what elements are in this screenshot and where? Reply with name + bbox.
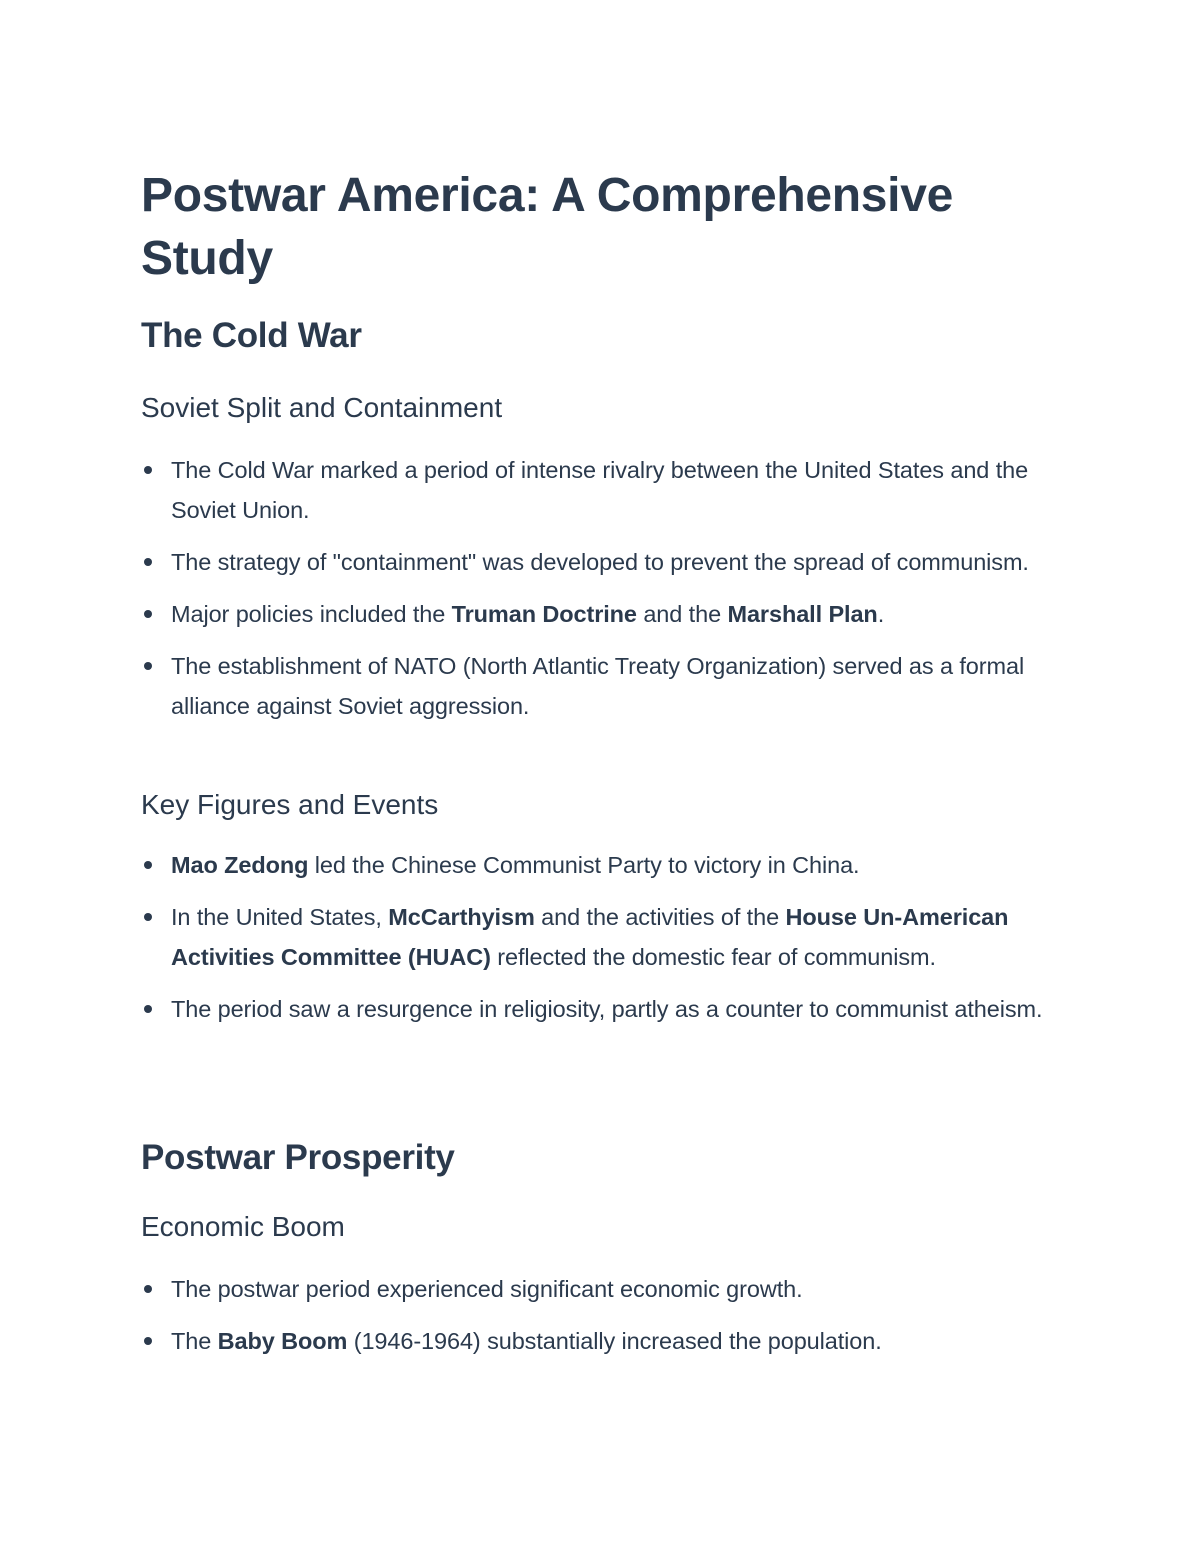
bold-term: Truman Doctrine xyxy=(451,601,637,627)
list-item: The Cold War marked a period of intense rivalry between the United States and the Soviet Union. xyxy=(141,450,1061,530)
list-item: Mao Zedong led the Chinese Communist Party to victory in China. xyxy=(141,845,1061,885)
bullet-list-economic-boom xyxy=(141,1269,1061,1373)
section-heading-postwar-prosperity: Postwar Prosperity xyxy=(141,1138,455,1177)
list-item: The strategy of "containment" was developed to prevent the spread of communism. xyxy=(141,542,1061,582)
list-item: The period saw a resurgence in religiosity, partly as a counter to communist atheism. xyxy=(141,989,1061,1029)
bold-term: Baby Boom xyxy=(217,1328,348,1354)
list-item: The postwar period experienced significant economic growth. xyxy=(141,1269,1061,1309)
bold-term: Mao Zedong xyxy=(171,852,309,878)
bullet-list-soviet-split xyxy=(141,450,1061,738)
bullet-list-key-figures xyxy=(141,845,1061,1041)
list-item: The Baby Boom (1946-1964) substantially increased the population. xyxy=(141,1321,1061,1361)
document-title: Postwar America: A Comprehensive Study xyxy=(141,169,954,285)
subsection-heading-economic-boom: Economic Boom xyxy=(141,1211,345,1242)
subsection-heading-soviet-split: Soviet Split and Containment xyxy=(141,392,503,423)
section-heading-cold-war: The Cold War xyxy=(141,316,362,355)
bold-term: House Un-American Activities Committee (HUAC) xyxy=(171,904,1009,970)
subsection-heading-key-figures: Key Figures and Events xyxy=(141,789,439,820)
list-item: The establishment of NATO (North Atlantic Treaty Organization) served as a formal alliance against Soviet aggression. xyxy=(141,646,1061,726)
list-item: In the United States, McCarthyism and the activities of the House Un-American Activities Committee (HUAC) reflected the domestic fear of communism. xyxy=(141,897,1061,977)
list-item: Major policies included the Truman Doctrine and the Marshall Plan. xyxy=(141,594,1061,634)
bold-term: Marshall Plan xyxy=(727,601,878,627)
bold-term: McCarthyism xyxy=(388,904,535,930)
